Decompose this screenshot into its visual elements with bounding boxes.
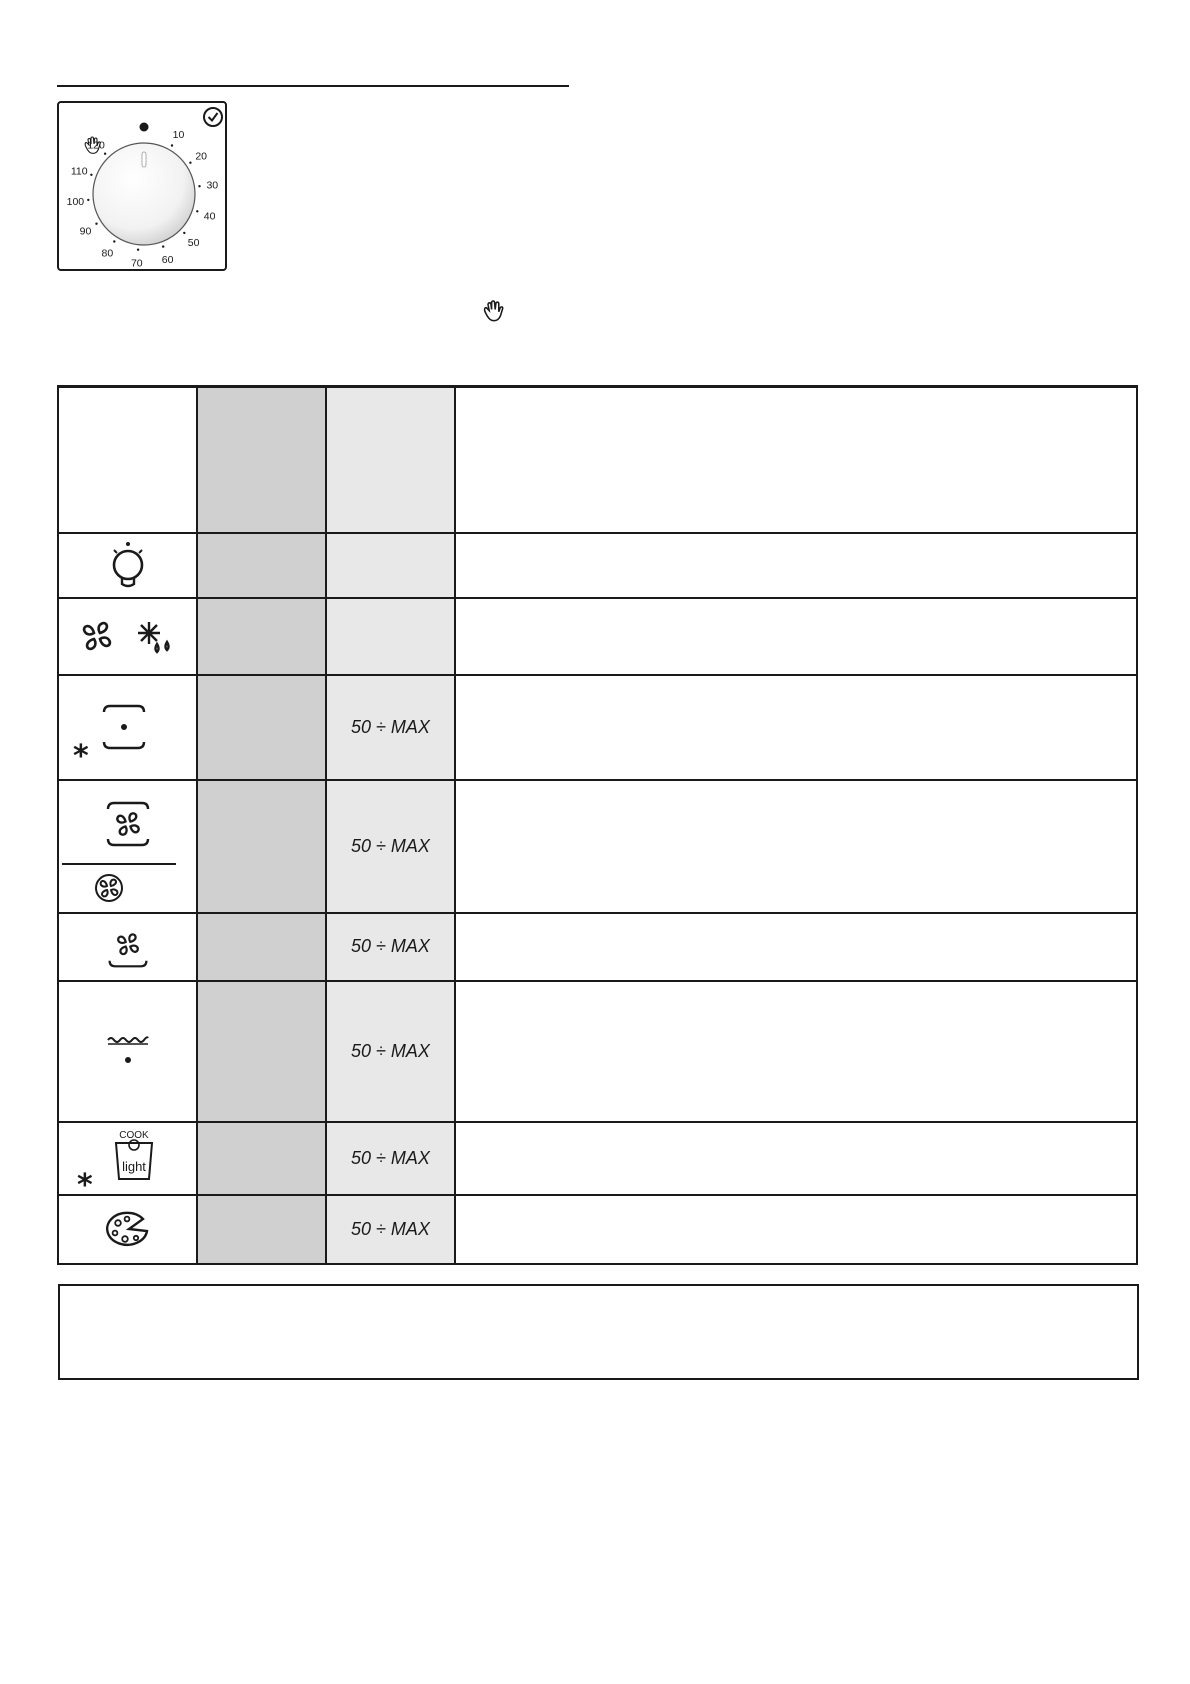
timer-dial[interactable]	[59, 103, 229, 273]
symbol-cell	[58, 387, 197, 533]
off-position-dot	[140, 123, 149, 132]
dial-tick	[87, 199, 89, 201]
dial-tick	[137, 249, 139, 251]
fan-defrost-icon	[73, 614, 183, 658]
description-cell	[455, 533, 1137, 598]
description-cell	[455, 675, 1137, 780]
temperature-cell	[326, 533, 455, 598]
temperature-cell: 50 ÷ MAX	[326, 1195, 455, 1264]
optional-marker: *	[73, 738, 89, 774]
temperature-cell: 50 ÷ MAX	[326, 1122, 455, 1195]
symbol-cell	[58, 913, 197, 981]
temperature-cell	[326, 598, 455, 675]
hand-icon	[482, 300, 506, 326]
setting-cell	[197, 913, 326, 981]
fan-assisted-icon	[103, 799, 153, 849]
description-cell	[455, 1195, 1137, 1264]
table-row	[58, 598, 1137, 675]
dial-tick	[90, 174, 92, 176]
cook-label: COOK	[119, 1130, 149, 1141]
table-row	[58, 913, 1137, 981]
description-cell	[455, 1122, 1137, 1195]
temperature-cell: 50 ÷ MAX	[326, 675, 455, 780]
table-row	[58, 1122, 1137, 1195]
description-cell	[455, 981, 1137, 1122]
temperature-cell: 50 ÷ MAX	[326, 913, 455, 981]
description-cell	[455, 913, 1137, 981]
dial-tick	[183, 232, 185, 234]
dial-tick	[95, 223, 97, 225]
symbol-cell	[58, 675, 197, 780]
setting-cell	[197, 675, 326, 780]
dial-label: 90	[79, 225, 92, 238]
lamp-icon	[106, 540, 150, 590]
setting-cell	[197, 981, 326, 1122]
dial-label: 20	[195, 150, 208, 163]
pizza-icon	[103, 1209, 153, 1249]
table-row	[58, 981, 1137, 1122]
dial-label: 70	[130, 257, 143, 270]
description-cell	[455, 598, 1137, 675]
temperature-cell	[326, 387, 455, 533]
note-box	[58, 1284, 1139, 1380]
dial-tick	[198, 185, 200, 187]
dial-label: 80	[101, 247, 114, 260]
optional-marker: *	[77, 1167, 93, 1203]
dial-tick	[113, 240, 115, 242]
symbol-cell	[58, 780, 197, 913]
fan-bottom-icon	[105, 924, 151, 970]
timer-dial-panel	[57, 101, 227, 271]
top-rule	[57, 85, 569, 87]
description-cell	[455, 780, 1137, 913]
symbol-cell	[58, 533, 197, 598]
dial-tick	[171, 144, 173, 146]
setting-cell	[197, 387, 326, 533]
setting-cell	[197, 598, 326, 675]
symbol-cell	[58, 1122, 197, 1203]
knob-pointer	[142, 152, 146, 167]
grill-icon	[105, 1034, 151, 1068]
dial-label: 10	[172, 129, 185, 142]
dial-label: 60	[161, 253, 174, 266]
symbol-separator	[62, 863, 176, 865]
dial-tick	[189, 162, 191, 164]
symbol-cell	[58, 1195, 197, 1264]
light-label: light	[122, 1159, 146, 1174]
table-row	[58, 1195, 1137, 1264]
dial-tick	[162, 245, 164, 247]
dial-label: 100	[66, 196, 85, 209]
description-cell	[455, 387, 1137, 533]
setting-cell	[197, 780, 326, 913]
symbol-cell	[58, 598, 197, 675]
oven-functions-table	[57, 385, 1138, 1265]
dial-tick	[104, 153, 106, 155]
static-oven-icon	[99, 702, 149, 752]
table-row	[58, 387, 1137, 533]
dial-label: 50	[187, 236, 200, 249]
temperature-cell: 50 ÷ MAX	[326, 981, 455, 1122]
cook-light-icon	[109, 1129, 159, 1187]
dial-label: 30	[206, 179, 219, 192]
dial-label: 120	[87, 139, 105, 152]
temperature-cell: 50 ÷ MAX	[326, 780, 455, 913]
setting-cell	[197, 1195, 326, 1264]
dial-label: 40	[203, 210, 216, 223]
dial-tick	[196, 210, 198, 212]
setting-cell	[197, 1122, 326, 1195]
symbol-cell	[58, 981, 197, 1122]
table-row	[58, 675, 1137, 780]
table-row	[58, 533, 1137, 598]
dial-label: 110	[70, 165, 88, 178]
fan-ring-icon	[92, 871, 126, 905]
setting-cell	[197, 533, 326, 598]
table-row	[58, 780, 1137, 913]
clock-icon	[204, 108, 222, 126]
